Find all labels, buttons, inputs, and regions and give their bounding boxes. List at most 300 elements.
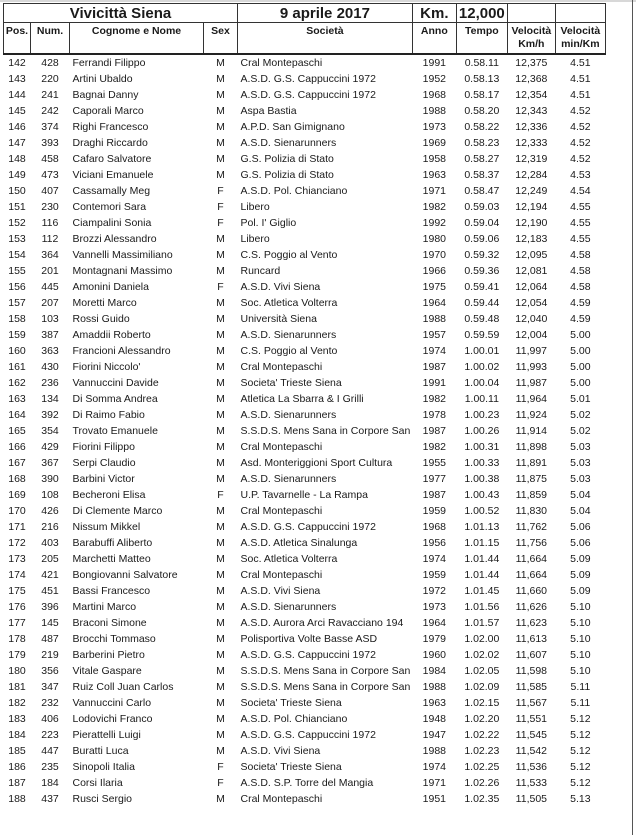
cell-position: 148 (8, 153, 26, 165)
cell-sex: M (216, 57, 225, 69)
cell-speed-kmh: 11,545 (515, 729, 548, 741)
cell-sex: M (216, 73, 225, 85)
cell-athlete-name: Bagnai Danny (72, 89, 139, 101)
cell-athlete-name: Montagnani Massimo (72, 265, 173, 277)
cell-pace-min-km: 4.59 (570, 297, 591, 309)
cell-pace-min-km: 5.00 (570, 361, 591, 373)
cell-pace-min-km: 5.04 (570, 489, 591, 501)
cell-time: 1.02.35 (464, 793, 500, 805)
cell-speed-kmh: 11,505 (515, 793, 548, 805)
cell-pace-min-km: 4.59 (570, 313, 591, 325)
cell-sex: M (216, 729, 225, 741)
cell-club: A.S.D. Pol. Chianciano (240, 713, 348, 725)
page-right-edge (632, 0, 633, 835)
cell-speed-kmh: 12,336 (515, 121, 548, 133)
cell-speed-kmh: 11,585 (515, 681, 548, 693)
table-row (4, 551, 606, 567)
cell-bib-number: 364 (41, 249, 59, 261)
cell-position: 160 (8, 345, 26, 357)
cell-time: 1.00.52 (464, 505, 500, 517)
cell-bib-number: 374 (41, 121, 59, 133)
cell-club: A.S.D. Vivi Siena (240, 745, 321, 757)
cell-time: 1.02.20 (464, 713, 500, 725)
cell-birth-year: 1992 (422, 217, 447, 229)
cell-club: Soc. Atletica Volterra (240, 297, 338, 309)
cell-speed-kmh: 11,924 (515, 409, 548, 421)
cell-time: 1.00.11 (464, 393, 499, 405)
cell-bib-number: 216 (41, 521, 59, 533)
cell-athlete-name: Sinopoli Italia (72, 761, 135, 773)
col-header-year: Anno (412, 23, 456, 55)
cell-speed-kmh: 12,354 (515, 89, 548, 101)
cell-athlete-name: Buratti Luca (72, 745, 129, 757)
cell-sex: M (216, 441, 225, 453)
cell-sex: M (216, 697, 225, 709)
cell-sex: M (216, 745, 225, 757)
cell-speed-kmh: 12,249 (515, 185, 548, 197)
cell-time: 1.02.22 (464, 729, 500, 741)
cell-sex: M (216, 89, 225, 101)
cell-bib-number: 242 (41, 105, 59, 117)
cell-bib-number: 356 (41, 665, 59, 677)
cell-time: 1.02.05 (464, 665, 500, 677)
cell-athlete-name: Bongiovanni Salvatore (72, 569, 178, 581)
col-header-sex: Sex (204, 23, 238, 55)
cell-sex: M (216, 409, 225, 421)
table-row (4, 631, 606, 647)
cell-bib-number: 445 (41, 281, 59, 293)
cell-athlete-name: Nissum Mikkel (72, 521, 141, 533)
cell-birth-year: 1971 (422, 777, 447, 789)
cell-club: A.S.D. Sienarunners (240, 329, 337, 341)
cell-pace-min-km: 4.55 (570, 201, 591, 213)
cell-pace-min-km: 5.01 (570, 393, 591, 405)
cell-time: 0.59.06 (464, 233, 500, 245)
cell-club: S.S.D.S. Mens Sana in Corpore San (240, 681, 411, 693)
table-row (4, 279, 606, 295)
cell-bib-number: 184 (41, 777, 59, 789)
cell-speed-kmh: 11,875 (515, 473, 548, 485)
cell-sex: M (216, 521, 225, 533)
cell-sex: M (216, 233, 225, 245)
cell-athlete-name: Righi Francesco (72, 121, 149, 133)
cell-club: Asd. Monteriggioni Sport Cultura (240, 457, 393, 469)
cell-birth-year: 1973 (422, 121, 447, 133)
cell-bib-number: 235 (41, 761, 59, 773)
cell-sex: M (216, 137, 225, 149)
cell-bib-number: 207 (41, 297, 59, 309)
cell-bib-number: 451 (41, 585, 59, 597)
cell-bib-number: 430 (41, 361, 59, 373)
table-row (4, 183, 606, 199)
event-date: 9 aprile 2017 (238, 4, 413, 23)
cell-speed-kmh: 12,190 (515, 217, 548, 229)
cell-time: 1.02.02 (464, 649, 500, 661)
cell-speed-kmh: 11,898 (515, 441, 548, 453)
title-row (4, 4, 606, 23)
cell-athlete-name: Brocchi Tommaso (72, 633, 156, 645)
cell-athlete-name: Vannuccini Davide (72, 377, 159, 389)
col-header-pace-line1: Velocità (560, 25, 601, 37)
cell-sex: F (217, 185, 224, 197)
col-header-speed (507, 23, 555, 55)
cell-athlete-name: Barberini Pietro (72, 649, 145, 661)
cell-club: Cral Montepaschi (240, 569, 323, 581)
cell-club: Atletica La Sbarra & I Grilli (240, 393, 364, 405)
cell-time: 1.02.25 (464, 761, 500, 773)
cell-bib-number: 223 (41, 729, 59, 741)
cell-bib-number: 407 (41, 185, 59, 197)
cell-speed-kmh: 11,756 (515, 537, 548, 549)
cell-birth-year: 1964 (422, 617, 447, 629)
cell-sex: M (216, 649, 225, 661)
cell-position: 153 (8, 233, 26, 245)
cell-athlete-name: Fiorini Filippo (72, 441, 135, 453)
cell-time: 0.59.32 (464, 249, 500, 261)
cell-pace-min-km: 5.09 (570, 553, 591, 565)
cell-birth-year: 1948 (422, 713, 447, 725)
cell-time: 1.02.09 (464, 681, 500, 693)
table-row (4, 87, 606, 103)
cell-bib-number: 390 (41, 473, 59, 485)
cell-bib-number: 354 (41, 425, 59, 437)
cell-sex: M (216, 329, 225, 341)
cell-club: G.S. Polizia di Stato (240, 169, 334, 181)
cell-birth-year: 1959 (422, 505, 447, 517)
cell-athlete-name: Bassi Francesco (72, 585, 151, 597)
cell-position: 162 (8, 377, 26, 389)
cell-speed-kmh: 11,891 (515, 457, 548, 469)
table-row (4, 167, 606, 183)
cell-athlete-name: Corsi Ilaria (72, 777, 123, 789)
cell-pace-min-km: 5.00 (570, 329, 591, 341)
cell-club: Cral Montepaschi (240, 505, 323, 517)
cell-time: 0.58.17 (464, 89, 500, 101)
cell-birth-year: 1971 (422, 185, 447, 197)
cell-athlete-name: Brozzi Alessandro (72, 233, 157, 245)
table-row (4, 487, 606, 503)
cell-speed-kmh: 11,551 (515, 713, 548, 725)
cell-club: Cral Montepaschi (240, 441, 323, 453)
table-row (4, 791, 606, 807)
cell-speed-kmh: 11,533 (515, 777, 548, 789)
col-header-pos: Pos. (4, 23, 31, 55)
cell-sex: M (216, 377, 225, 389)
cell-birth-year: 1987 (422, 489, 447, 501)
cell-time: 1.01.44 (464, 569, 500, 581)
cell-club: A.S.D. Sienarunners (240, 473, 337, 485)
cell-speed-kmh: 11,660 (515, 585, 548, 597)
cell-position: 178 (8, 633, 26, 645)
cell-club: A.S.D. G.S. Cappuccini 1972 (240, 521, 376, 533)
table-row (4, 775, 606, 791)
cell-position: 157 (8, 297, 26, 309)
cell-pace-min-km: 5.09 (570, 569, 591, 581)
cell-time: 1.01.45 (464, 585, 500, 597)
cell-time: 1.02.26 (464, 777, 500, 789)
cell-club: Polisportiva Volte Basse ASD (240, 633, 378, 645)
cell-position: 180 (8, 665, 26, 677)
cell-position: 173 (8, 553, 26, 565)
cell-birth-year: 1975 (422, 281, 447, 293)
cell-bib-number: 134 (41, 393, 59, 405)
cell-club: Runcard (240, 265, 281, 277)
cell-club: Aspa Bastia (240, 105, 297, 117)
cell-pace-min-km: 4.52 (570, 137, 591, 149)
col-header-speed-line2: Km/h (518, 38, 545, 50)
table-row (4, 119, 606, 135)
cell-birth-year: 1958 (422, 153, 447, 165)
cell-birth-year: 1963 (422, 169, 447, 181)
cell-pace-min-km: 4.58 (570, 265, 591, 277)
cell-sex: F (217, 201, 224, 213)
cell-time: 1.02.15 (464, 697, 500, 709)
cell-time: 0.58.11 (464, 57, 499, 69)
table-row (4, 343, 606, 359)
cell-club: Soc. Atletica Volterra (240, 553, 338, 565)
table-row (4, 567, 606, 583)
cell-position: 165 (8, 425, 26, 437)
cell-speed-kmh: 11,542 (515, 745, 548, 757)
cell-position: 154 (8, 249, 26, 261)
cell-bib-number: 145 (41, 617, 59, 629)
cell-bib-number: 458 (41, 153, 59, 165)
cell-pace-min-km: 4.58 (570, 249, 591, 261)
cell-time: 1.00.38 (464, 473, 500, 485)
cell-club: Pol. I' Giglio (240, 217, 297, 229)
cell-sex: F (217, 217, 224, 229)
cell-athlete-name: Contemori Sara (72, 201, 147, 213)
table-row (4, 647, 606, 663)
cell-bib-number: 429 (41, 441, 59, 453)
cell-pace-min-km: 5.10 (570, 633, 591, 645)
cell-time: 0.59.03 (464, 201, 500, 213)
cell-birth-year: 1951 (422, 793, 447, 805)
table-row (4, 247, 606, 263)
cell-time: 0.58.22 (464, 121, 500, 133)
cell-bib-number: 437 (41, 793, 59, 805)
cell-pace-min-km: 5.12 (570, 729, 591, 741)
cell-bib-number: 396 (41, 601, 59, 613)
cell-time: 0.58.47 (464, 185, 500, 197)
cell-athlete-name: Vannuccini Carlo (72, 697, 152, 709)
cell-time: 1.01.57 (464, 617, 500, 629)
cell-club: A.S.D. Sienarunners (240, 409, 337, 421)
cell-sex: M (216, 665, 225, 677)
cell-position: 167 (8, 457, 26, 469)
cell-sex: M (216, 713, 225, 725)
table-row (4, 439, 606, 455)
cell-athlete-name: Vitale Gaspare (72, 665, 142, 677)
cell-sex: M (216, 153, 225, 165)
cell-bib-number: 201 (41, 265, 59, 277)
table-row (4, 199, 606, 215)
cell-bib-number: 232 (41, 697, 59, 709)
cell-sex: M (216, 105, 225, 117)
cell-sex: M (216, 585, 225, 597)
cell-pace-min-km: 5.12 (570, 713, 591, 725)
cell-bib-number: 473 (41, 169, 59, 181)
cell-speed-kmh: 11,964 (515, 393, 548, 405)
results-table (3, 3, 606, 807)
cell-speed-kmh: 11,536 (515, 761, 548, 773)
cell-time: 0.58.20 (464, 105, 500, 117)
cell-speed-kmh: 11,914 (515, 425, 548, 437)
cell-athlete-name: Cassamally Meg (72, 185, 151, 197)
cell-birth-year: 1968 (422, 521, 447, 533)
table-row (4, 215, 606, 231)
table-row (4, 663, 606, 679)
table-row (4, 327, 606, 343)
cell-pace-min-km: 5.06 (570, 537, 591, 549)
cell-bib-number: 220 (41, 73, 59, 85)
cell-club: A.S.D. Pol. Chianciano (240, 185, 348, 197)
cell-athlete-name: Di Raimo Fabio (72, 409, 145, 421)
cell-birth-year: 1991 (422, 57, 447, 69)
cell-sex: M (216, 345, 225, 357)
cell-speed-kmh: 12,333 (515, 137, 548, 149)
cell-sex: M (216, 473, 225, 485)
cell-pace-min-km: 4.52 (570, 121, 591, 133)
cell-club: A.S.D. G.S. Cappuccini 1972 (240, 649, 376, 661)
cell-speed-kmh: 11,762 (515, 521, 548, 533)
cell-speed-kmh: 12,183 (515, 233, 548, 245)
cell-pace-min-km: 5.12 (570, 777, 591, 789)
cell-sex: M (216, 633, 225, 645)
cell-time: 1.02.23 (464, 745, 500, 757)
cell-sex: F (217, 777, 224, 789)
cell-pace-min-km: 5.12 (570, 761, 591, 773)
cell-birth-year: 1968 (422, 89, 447, 101)
cell-position: 155 (8, 265, 26, 277)
table-row (4, 375, 606, 391)
cell-time: 0.59.44 (464, 297, 500, 309)
cell-position: 143 (8, 73, 26, 85)
cell-birth-year: 1988 (422, 313, 447, 325)
cell-sex: M (216, 553, 225, 565)
cell-time: 0.58.23 (464, 137, 500, 149)
cell-athlete-name: Marchetti Matteo (72, 553, 151, 565)
cell-position: 176 (8, 601, 26, 613)
cell-pace-min-km: 4.52 (570, 153, 591, 165)
cell-pace-min-km: 4.51 (570, 89, 591, 101)
table-row (4, 391, 606, 407)
cell-pace-min-km: 5.02 (570, 425, 591, 437)
table-row (4, 615, 606, 631)
cell-sex: M (216, 601, 225, 613)
col-header-pace (555, 23, 605, 55)
cell-sex: M (216, 361, 225, 373)
cell-time: 0.58.27 (464, 153, 500, 165)
table-row (4, 503, 606, 519)
cell-birth-year: 1987 (422, 425, 447, 437)
cell-bib-number: 447 (41, 745, 59, 757)
cell-athlete-name: Cafaro Salvatore (72, 153, 152, 165)
cell-bib-number: 116 (41, 217, 59, 229)
cell-position: 144 (8, 89, 26, 101)
cell-position: 188 (8, 793, 26, 805)
table-row (4, 711, 606, 727)
cell-pace-min-km: 5.03 (570, 441, 591, 453)
cell-time: 1.01.13 (464, 521, 500, 533)
cell-athlete-name: Ruiz Coll Juan Carlos (72, 681, 174, 693)
cell-pace-min-km: 5.06 (570, 521, 591, 533)
cell-time: 0.59.41 (464, 281, 500, 293)
cell-birth-year: 1959 (422, 569, 447, 581)
cell-time: 1.00.02 (464, 361, 500, 373)
cell-time: 1.00.01 (464, 345, 500, 357)
table-row (4, 311, 606, 327)
cell-athlete-name: Ferrandi Filippo (72, 57, 146, 69)
cell-time: 0.59.48 (464, 313, 500, 325)
cell-speed-kmh: 12,375 (515, 57, 548, 69)
cell-athlete-name: Barabuffi Aliberto (72, 537, 153, 549)
cell-pace-min-km: 5.03 (570, 473, 591, 485)
table-row (4, 263, 606, 279)
cell-athlete-name: Martini Marco (72, 601, 137, 613)
cell-position: 164 (8, 409, 26, 421)
cell-position: 183 (8, 713, 26, 725)
table-row (4, 471, 606, 487)
cell-birth-year: 1977 (422, 473, 447, 485)
table-row (4, 231, 606, 247)
title-empty-cell (555, 4, 605, 23)
cell-speed-kmh: 12,004 (515, 329, 548, 341)
cell-athlete-name: Di Clemente Marco (72, 505, 163, 517)
cell-position: 187 (8, 777, 26, 789)
cell-athlete-name: Barbini Victor (72, 473, 135, 485)
cell-club: A.S.D. G.S. Cappuccini 1972 (240, 73, 376, 85)
cell-position: 142 (8, 57, 26, 69)
cell-athlete-name: Braconi Simone (72, 617, 147, 629)
cell-speed-kmh: 12,343 (515, 105, 548, 117)
cell-bib-number: 367 (41, 457, 59, 469)
cell-speed-kmh: 11,993 (515, 361, 548, 373)
cell-sex: M (216, 249, 225, 261)
cell-pace-min-km: 5.02 (570, 409, 591, 421)
cell-sex: M (216, 297, 225, 309)
cell-sex: M (216, 505, 225, 517)
cell-time: 1.01.44 (464, 553, 500, 565)
cell-pace-min-km: 5.09 (570, 585, 591, 597)
cell-birth-year: 1979 (422, 633, 447, 645)
cell-athlete-name: Moretti Marco (72, 297, 137, 309)
cell-time: 1.01.15 (464, 537, 500, 549)
cell-position: 181 (8, 681, 26, 693)
cell-athlete-name: Caporali Marco (72, 105, 144, 117)
cell-pace-min-km: 4.55 (570, 217, 591, 229)
cell-bib-number: 112 (41, 233, 59, 245)
cell-sex: F (217, 281, 224, 293)
cell-speed-kmh: 12,064 (515, 281, 548, 293)
cell-speed-kmh: 12,194 (515, 201, 548, 213)
title-empty-cell (507, 4, 555, 23)
cell-club: A.S.D. S.P. Torre del Mangia (240, 777, 374, 789)
cell-sex: M (216, 793, 225, 805)
cell-speed-kmh: 12,040 (515, 313, 548, 325)
cell-pace-min-km: 5.13 (570, 793, 591, 805)
cell-position: 172 (8, 537, 26, 549)
cell-position: 168 (8, 473, 26, 485)
cell-club: C.S. Poggio al Vento (240, 249, 338, 261)
cell-birth-year: 1987 (422, 361, 447, 373)
cell-speed-kmh: 11,830 (515, 505, 548, 517)
cell-birth-year: 1966 (422, 265, 447, 277)
cell-speed-kmh: 12,081 (515, 265, 548, 277)
cell-birth-year: 1982 (422, 441, 447, 453)
cell-position: 170 (8, 505, 26, 517)
cell-time: 1.01.56 (464, 601, 500, 613)
